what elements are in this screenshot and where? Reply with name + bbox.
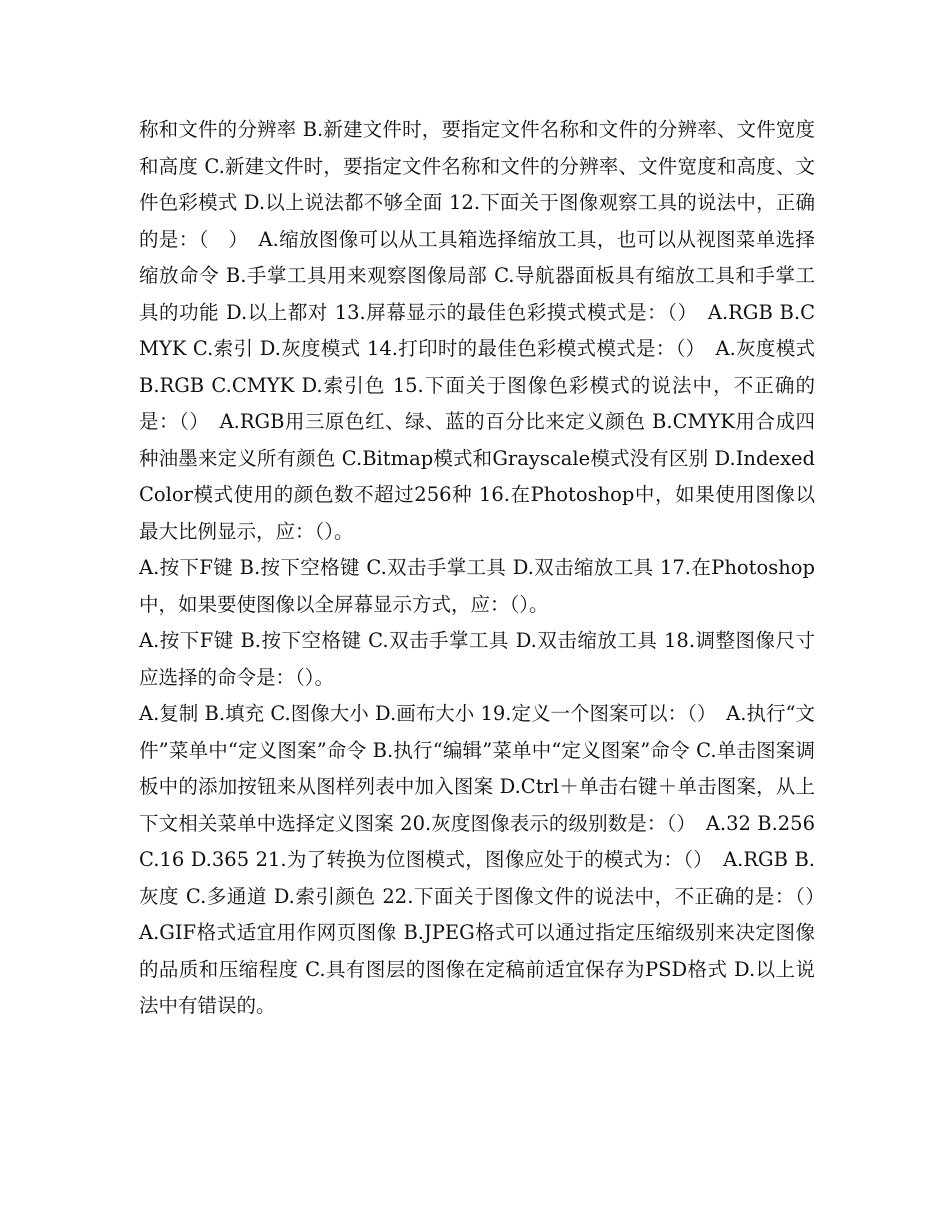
paragraph-4: A.复制 B.填充 C.图像大小 D.画布大小 19.定义一个图案可以：（） A.执行“文件”菜单中“定义图案”命令 B.执行“编辑”菜单中“定义图案”命令 C.单击图案调板中的添加按钮来从图样列表中加入图案 D.Ctrl＋单击右键＋单击图案，从上下文相关菜单中选择定义图案 20.灰度图像表示的级别数是：（） A.32 B.256 C.16 D.365 21.为了转换为位图模式，图像应处于的模式为：（） A.RGB B.灰度 C.多通道 D.索引颜色 22.下面关于图像文件的说法中，不正确的是：（） A.GIF格式适宜用作网页图像 B.JPEG格式可以通过指定压缩级别来决定图像的品质和压缩程度 C.具有图层的图像在定稿前适宜保存为PSD格式 D.以上说法中有错误的。 bbox=[139, 702, 835, 1017]
paragraph-3: A.按下F键 B.按下空格键 C.双击手掌工具 D.双击缩放工具 18.调整图像尺寸应选择的命令是：（）。 bbox=[139, 629, 815, 689]
paragraph-2: A.按下F键 B.按下空格键 C.双击手掌工具 D.双击缩放工具 17.在Photoshop中，如果要使图像以全屏幕显示方式，应：（）。 bbox=[139, 556, 815, 616]
document-body bbox=[139, 112, 835, 1025]
paragraph-1: 称和文件的分辨率 B.新建文件时，要指定文件名称和文件的分辨率、文件宽度和高度 C.新建文件时，要指定文件名称和文件的分辨率、文件宽度和高度、文件色彩模式 D.以上说法都不够全面 12.下面关于图像观察工具的说法中，正确的是：（ ） A.缩放图像可以从工具箱选择缩放工具，也可以从视图菜单选择缩放命令 B.手掌工具用来观察图像局部 C.导航器面板具有缩放工具和手掌工具的功能 D.以上都对 13.屏幕显示的最佳色彩摸式模式是：（） A.RGB B.CMYK C.索引 D.灰度模式 14.打印时的最佳色彩模式模式是：（） A.灰度模式 B.RGB C.CMYK D.索引色 15.下面关于图像色彩模式的说法中，不正确的是：（） A.RGB用三原色红、绿、蓝的百分比来定义颜色 B.CMYK用合成四种油墨来定义所有颜色 C.Bitmap模式和Grayscale模式没有区别 D.IndexedColor模式使用的颜色数不超过256种 16.在Photoshop中，如果使用图像以最大比例显示，应：（）。 bbox=[139, 118, 822, 543]
